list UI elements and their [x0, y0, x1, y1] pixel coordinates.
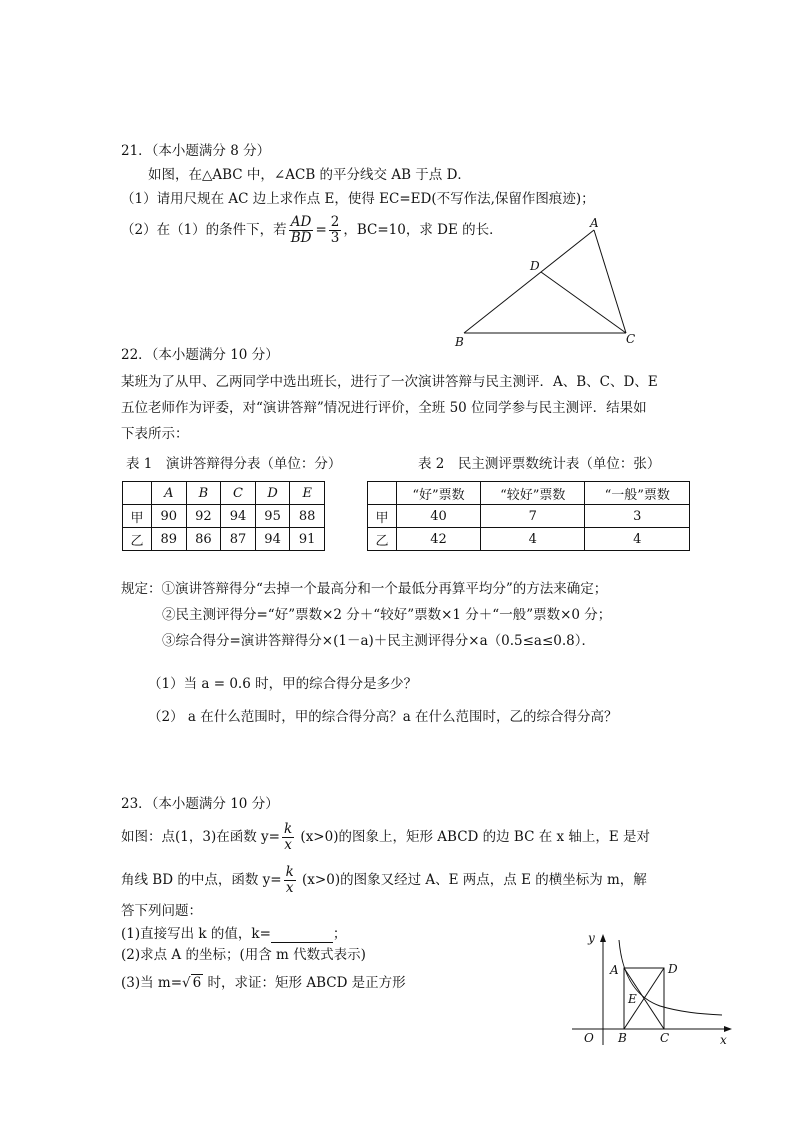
label-e: E [628, 992, 637, 1006]
q21-intro: 如图，在△ABC 中，∠ACB 的平分线交 AB 于点 D． [148, 167, 471, 183]
table2-cell: 4 [481, 528, 585, 551]
table1-cell: 92 [186, 505, 221, 528]
q22-header: 22．（本小题满分 10 分） [121, 347, 279, 363]
q23-q1-text: (1)直接写出 k 的值，k= [121, 926, 271, 942]
table2-cell: 甲 [368, 505, 397, 528]
table2-header: “较好”票数 [481, 482, 585, 505]
q23-header: 23．（本小题满分 10 分） [121, 796, 279, 812]
q21-part2-post: ，BC=10，求 DE 的长． [343, 222, 503, 238]
table1-cell: 91 [290, 528, 325, 551]
table1-cell: 89 [152, 528, 187, 551]
q23-line-3: 答下列问题： [121, 903, 202, 919]
q23-q1-end: ； [332, 926, 347, 942]
sqrt-radicand: 6 [192, 975, 202, 991]
sqrt-6: √ 6 [182, 975, 202, 991]
table1-header: B [186, 482, 221, 505]
table1-cell: 88 [290, 505, 325, 528]
table1-cell: 87 [221, 528, 256, 551]
table2-header: “一般”票数 [585, 482, 690, 505]
q21-part2-pre: （2）在（1）的条件下，若 [121, 222, 287, 238]
q23-line2-pre: 角线 BD 的中点，函数 y= [121, 872, 282, 888]
label-d: D [668, 962, 678, 976]
table2-cell: 7 [481, 505, 585, 528]
q21-frac-eq: = [315, 222, 327, 238]
q21-frac2-num: 2 [330, 214, 340, 230]
q21-frac-num: AD [289, 215, 314, 231]
label-c: C [626, 332, 636, 346]
label-a: A [590, 216, 599, 230]
q22-rule-1: ①演讲答辩得分“去掉一个最高分和一个最低分再算平均分”的方法来确定； [161, 581, 608, 597]
q22-paragraph-1: 某班为了从甲、乙两同学中选出班长，进行了一次演讲答辩与民主测评．A、B、C、D、E [121, 374, 658, 390]
q23-line1-pre: 如图：点(1，3)在函数 y= [121, 829, 280, 845]
table1-cell: 乙 [123, 528, 152, 551]
table1-header: C [221, 482, 256, 505]
table1-cell: 94 [255, 528, 290, 551]
q21-part1: （1）请用尺规在 AC 边上求作点 E，使得 EC=ED(不写作法,保留作图痕迹)； [121, 191, 595, 207]
q23-frac2-den: x [285, 880, 294, 896]
q23-frac-num: k [283, 821, 293, 837]
table2-header: “好”票数 [397, 482, 481, 505]
q23-q3-post: 时，求证：矩形 ABCD 是正方形 [203, 975, 406, 991]
label-b: B [618, 1031, 627, 1045]
table1-header: E [290, 482, 325, 505]
label-x: x [720, 1033, 727, 1047]
q23-frac-den: x [284, 837, 292, 853]
table1-cell: 86 [186, 528, 221, 551]
q22-subquestion-2: （2） a 在什么范围时，甲的综合得分高？a 在什么范围时，乙的综合得分高？ [148, 709, 618, 725]
q22-rule-label: 规定： [121, 581, 162, 597]
x-axis-arrow [724, 1026, 732, 1032]
label-y: y [588, 931, 595, 945]
table1-header: D [255, 482, 290, 505]
q22-table1-caption: 表 1 演讲答辩得分表（单位：分） [126, 456, 342, 472]
label-a: A [610, 963, 619, 977]
table1-header: A [152, 482, 187, 505]
table1-cell: 甲 [123, 505, 152, 528]
q21-header: 21．（本小题满分 8 分） [121, 143, 271, 159]
q22-subquestion-1: （1）当 a = 0.6 时，甲的综合得分是多少？ [148, 676, 418, 692]
q23-frac2-num: k [285, 864, 294, 880]
q22-rule-2: ②民主测评得分=“好”票数×2 分＋“较好”票数×1 分＋“一般”票数×0 分； [162, 607, 612, 623]
label-b: B [455, 335, 464, 349]
table2-cell: 4 [585, 528, 690, 551]
table1-cell: 95 [255, 505, 290, 528]
q23-question-2: (2)求点 A 的坐标；(用含 m 代数式表示) [121, 947, 366, 963]
q21-frac-den: BD [290, 230, 312, 246]
table1-cell: 94 [221, 505, 256, 528]
label-c: C [660, 1031, 670, 1045]
table2-cell: 42 [397, 528, 481, 551]
q22-paragraph-3: 下表所示： [121, 426, 189, 442]
table2-cell: 乙 [368, 528, 397, 551]
q22-rule-3: ③综合得分=演讲答辩得分×(1－a)＋民主测评得分×a（0.5≤a≤0.8）． [162, 633, 596, 649]
q23-line2-post: (x>0)的图象又经过 A、E 两点，点 E 的横坐标为 m，解 [297, 872, 647, 888]
y-axis-arrow [600, 934, 606, 942]
q22-table2-caption: 表 2 民主测评票数统计表（单位：张） [418, 456, 661, 472]
table2-cell: 3 [585, 505, 690, 528]
label-d: D [530, 259, 540, 273]
label-o: O [584, 1031, 594, 1045]
q23-line1-post: (x>0)的图象上，矩形 ABCD 的边 BC 在 x 轴上，E 是对 [296, 829, 651, 845]
table1-cell: 90 [152, 505, 187, 528]
q22-paragraph-2: 五位老师作为评委，对“演讲答辩”情况进行评价，全班 50 位同学参与民主测评．结果如 [121, 400, 647, 416]
q21-frac2-den: 3 [330, 230, 340, 246]
table2-cell: 40 [397, 505, 481, 528]
q23-q3-pre: (3)当 m= [121, 975, 183, 991]
